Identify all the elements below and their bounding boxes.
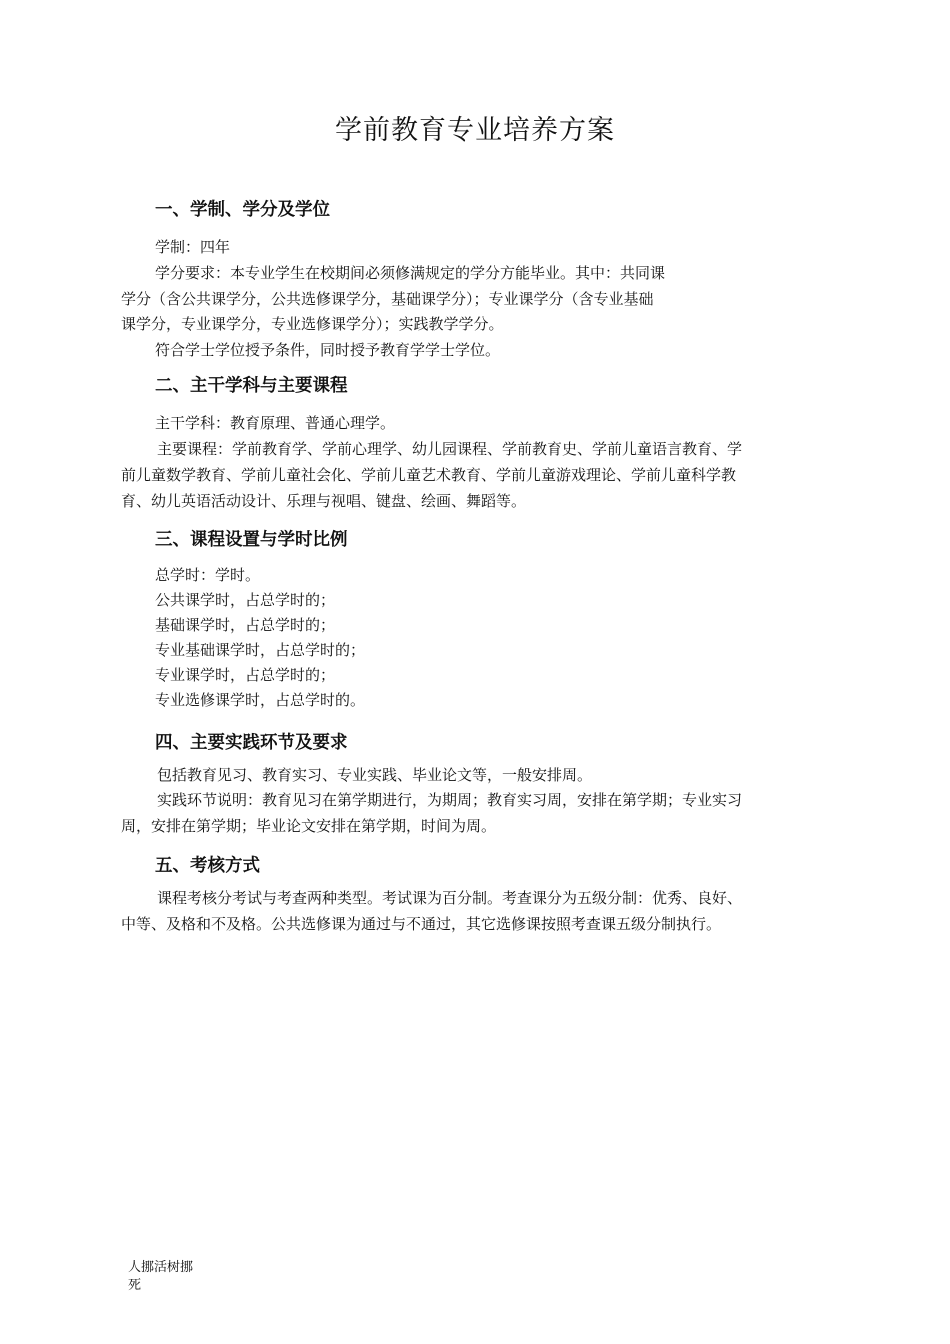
paragraph-line: 主要课程：学前教育学、学前心理学、幼儿园课程、学前教育史、学前儿童语言教育、学 [157, 440, 743, 458]
paragraph-line: 主干学科：教育原理、普通心理学。 [155, 414, 396, 432]
paragraph-line: 专业基础课学时，占总学时的； [155, 641, 366, 659]
section-heading-4: 四、主要实践环节及要求 [155, 733, 348, 753]
paragraph-line: 学分要求：本专业学生在校期间必须修满规定的学分方能毕业。其中：共同课 [155, 264, 666, 282]
paragraph-line: 课程考核分考试与考查两种类型。考试课为百分制。考查课分为五级分制：优秀、良好、 [157, 889, 743, 907]
section-heading-5: 五、考核方式 [155, 856, 260, 876]
paragraph-line: 周，安排在第学期；毕业论文安排在第学期，时间为周。 [121, 817, 497, 835]
footer-note-line-1: 人挪活树挪 [128, 1260, 194, 1275]
paragraph-line: 学制：四年 [155, 238, 231, 256]
section-heading-2: 二、主干学科与主要课程 [155, 376, 348, 396]
paragraph-line: 课学分，专业课学分，专业选修课学分）；实践教学学分。 [121, 315, 504, 333]
paragraph-line: 包括教育见习、教育实习、专业实践、毕业论文等，一般安排周。 [157, 766, 593, 784]
paragraph-line: 公共课学时，占总学时的； [155, 591, 336, 609]
page-title: 学前教育专业培养方案 [335, 115, 615, 146]
paragraph-line: 总学时：学时。 [155, 566, 261, 584]
paragraph-line: 中等、及格和不及格。公共选修课为通过与不通过，其它选修课按照考查课五级分制执行。 [121, 915, 722, 933]
paragraph-line: 前儿童数学教育、学前儿童社会化、学前儿童艺术教育、学前儿童游戏理论、学前儿童科学教 [121, 466, 737, 484]
paragraph-line: 专业课学时，占总学时的； [155, 666, 336, 684]
paragraph-line: 学分（含公共课学分，公共选修课学分，基础课学分）；专业课学分（含专业基础 [121, 290, 654, 308]
footer-note-line-2: 死 [128, 1278, 142, 1293]
paragraph-line: 基础课学时，占总学时的； [155, 616, 336, 634]
paragraph-line: 育、幼儿英语活动设计、乐理与视唱、键盘、绘画、舞蹈等。 [121, 492, 527, 510]
section-heading-3: 三、课程设置与学时比例 [155, 530, 348, 550]
section-heading-1: 一、学制、学分及学位 [155, 200, 330, 220]
paragraph-line: 专业选修课学时，占总学时的。 [155, 691, 366, 709]
paragraph-line: 实践环节说明：教育见习在第学期进行，为期周；教育实习周，安排在第学期；专业实习 [157, 791, 743, 809]
paragraph-line: 符合学士学位授予条件，同时授予教育学学士学位。 [155, 341, 501, 359]
